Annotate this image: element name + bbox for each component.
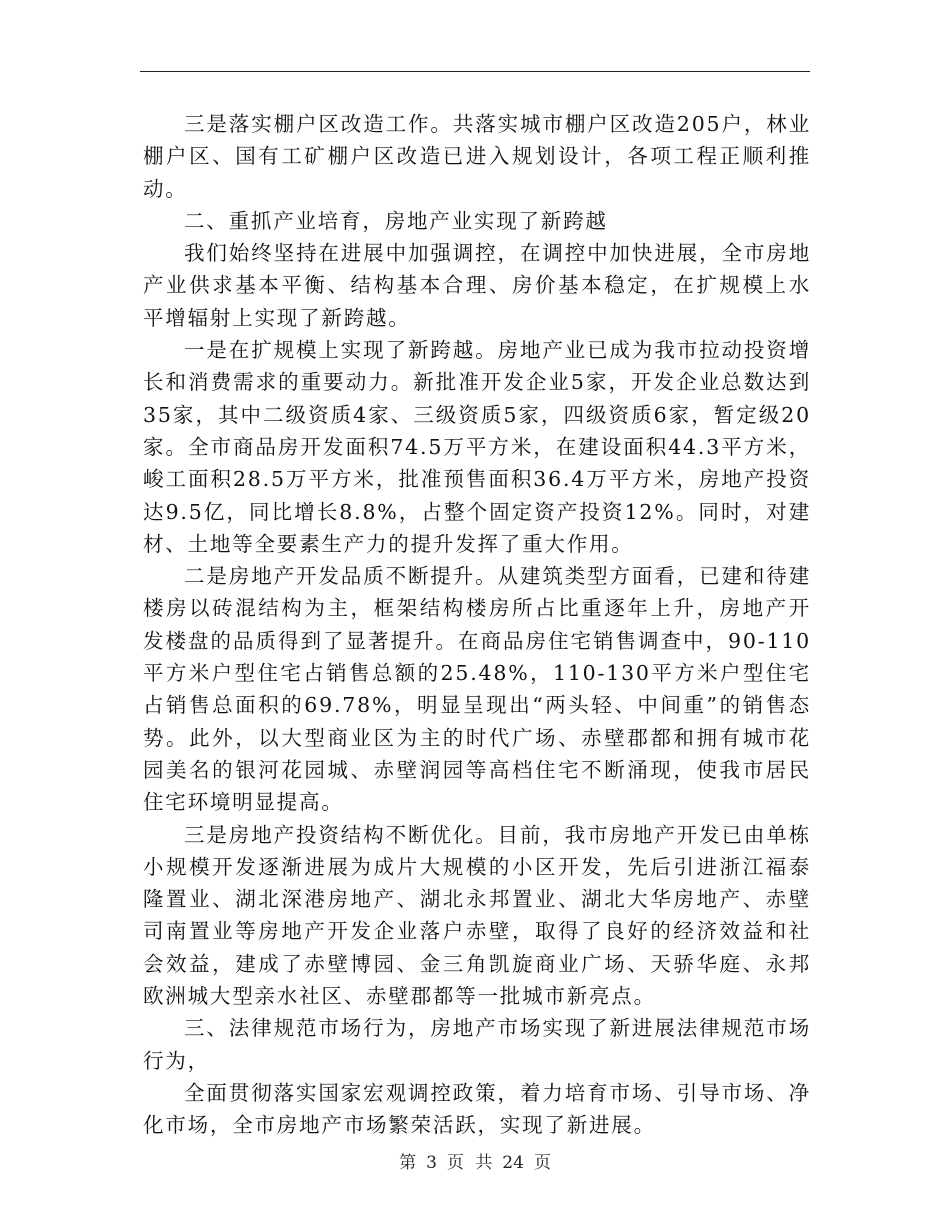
paragraph-scale-expansion: 一是在扩规模上实现了新跨越。房地产业已成为我市拉动投资增长和消费需求的重要动力。新批准开发企业5家，开发企业总数达到35家，其中二级资质4家、三级资质5家，四级资质6家，暂定级20家。全市商品房开发面积74.5万平方米，在建设面积44.3平方米，峻工面积28.5万平方米，批准预售面积36.4万平方米，房地产投资达9.5亿，同比增长8.8%，占整个固定资产投资12%。同时，对建材、土地等全要素生产力的提升发挥了重大作用。 — [143, 338, 811, 556]
footer-prefix: 第 — [399, 1153, 417, 1173]
body-text — [143, 108, 811, 1142]
paragraph-shantytown-renovation: 三是落实棚户区改造工作。共落实城市棚户区改造205户，林业棚户区、国有工矿棚户区改造已进入规划设计，各项工程正顺利推动。 — [143, 112, 811, 201]
footer-middle: 页 共 — [446, 1153, 493, 1173]
footer-suffix: 页 — [533, 1153, 551, 1173]
paragraph-investment-structure: 三是房地产投资结构不断优化。目前，我市房地产开发已由单栋小规模开发逐渐进展为成片大规模的小区开发，先后引进浙江福泰隆置业、湖北深港房地产、湖北永邦置业、湖北大华房地产、赤壁司南置业等房地产开发企业落户赤壁，取得了良好的经济效益和社会效益，建成了赤壁博园、金三角凯旋商业广场、天骄华庭、永邦欧洲城大型亲水社区、赤壁郡都等一批城市新亮点。 — [143, 822, 811, 1009]
footer-current-page: 3 — [426, 1153, 437, 1173]
footer-total-pages: 24 — [502, 1153, 524, 1173]
paragraph-quality-improvement: 二是房地产开发品质不断提升。从建筑类型方面看，已建和待建楼房以砖混结构为主，框架结构楼房所占比重逐年上升，房地产开发楼盘的品质得到了显著提升。在商品房住宅销售调查中，90-110平方米户型住宅占销售总额的25.48%，110-130平方米户型住宅占销售总面积的69.78%，明显呈现出“两头轻、中间重”的销售态势。此外，以大型商业区为主的时代广场、赤壁郡都和拥有城市花园美名的银河花园城、赤壁润园等高档住宅不断涌现，使我市居民住宅环境明显提高。 — [143, 564, 811, 815]
header-rule — [140, 71, 810, 72]
paragraph-industry-intro: 我们始终坚持在进展中加强调控，在调控中加快进展，全市房地产业供求基本平衡、结构基本合理、房价基本稳定，在扩规模上水平增辐射上实现了新跨越。 — [143, 241, 811, 330]
page-footer — [0, 1148, 950, 1173]
section-heading-industry: 二、重抓产业培育，房地产业实现了新跨越 — [184, 208, 608, 233]
section-heading-market-regulation: 三、法律规范市场行为，房地产市场实现了新进展法律规范市场行为， — [143, 1016, 811, 1073]
paragraph-market-policy: 全面贯彻落实国家宏观调控政策，着力培育市场、引导市场、净化市场，全市房地产市场繁荣活跃，实现了新进展。 — [143, 1080, 811, 1138]
